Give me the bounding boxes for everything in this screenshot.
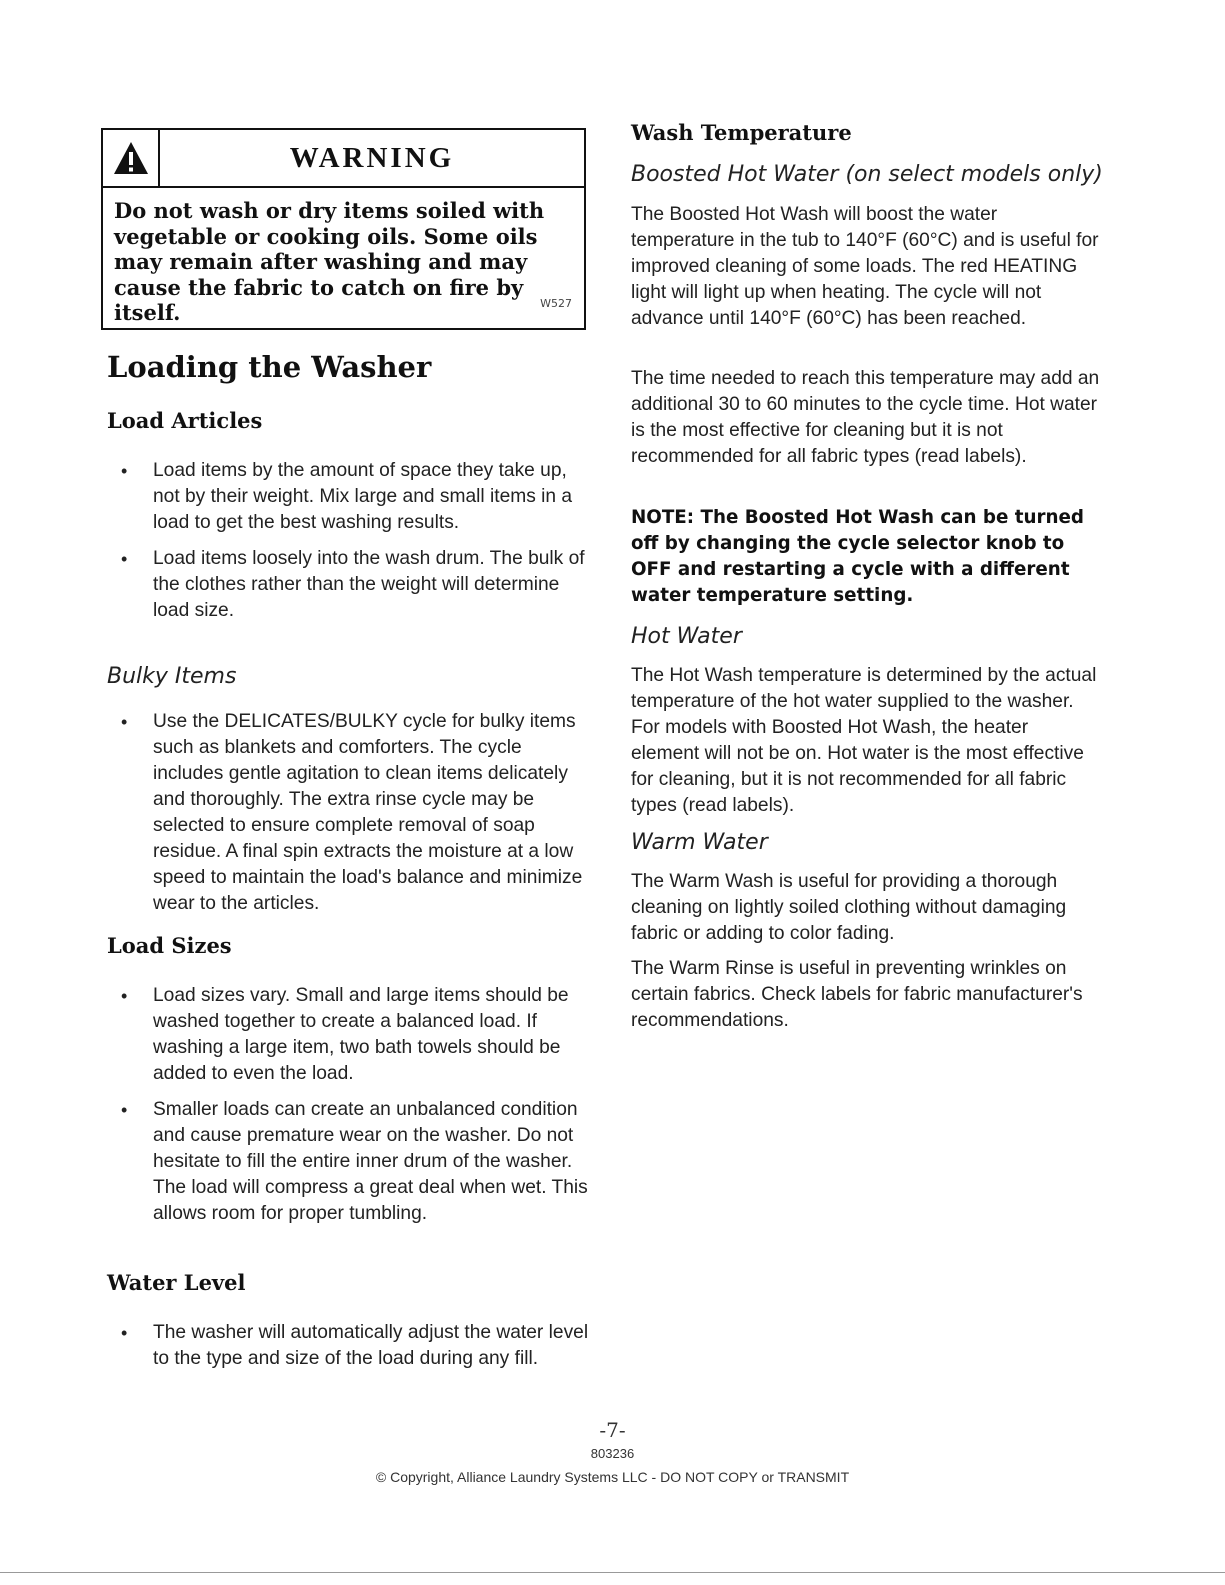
document-number: 803236 <box>590 1446 635 1461</box>
page-number: -7- <box>599 1418 626 1442</box>
heading-hot-water: Hot Water <box>631 624 742 649</box>
list-item: • Load sizes vary. Small and large items should be washed together to create a balanced load. If washing a large item, two bath towels should be added to even the load. <box>103 983 593 1087</box>
warning-icon <box>103 130 160 186</box>
heading-warm-water: Warm Water <box>631 830 768 855</box>
paragraph-hot: The Hot Wash temperature is determined by the actual temperature of the hot water supplied to the washer. For models with Boosted Hot Wash, the heater element will not be on. Hot water is the most effective for cleaning, but it is not recommended for all fabric types (read labels). <box>631 665 1097 816</box>
heading-bulky-items: Bulky Items <box>107 664 237 689</box>
list-item: • Use the DELICATES/BULKY cycle for bulky items such as blankets and comforters. The cycle includes gentle agitation to clean items delicately and thoroughly. The extra rinse cycle may be selected to ensure complete removal of soap residue. A final spin extracts the moisture at a low speed to maintain the load's balance and minimize wear to the articles. <box>103 709 593 917</box>
paragraph-warm-1: The Warm Wash is useful for providing a thorough cleaning on lightly soiled clothing without damaging fabric or adding to color fading. <box>631 871 1067 944</box>
warning-title: WARNING <box>289 141 455 174</box>
list-item: • The washer will automatically adjust the water level to the type and size of the load during any fill. <box>103 1320 593 1372</box>
paragraph-warm-2: The Warm Rinse is useful in preventing wrinkles on certain fabrics. Check labels for fabric manufacturer's recommendations. <box>631 958 1083 1031</box>
heading-wash-temperature: Wash Temperature <box>631 120 852 145</box>
list-water-level <box>103 1320 593 1382</box>
heading-load-articles: Load Articles <box>107 408 263 433</box>
heading-load-sizes: Load Sizes <box>107 933 232 958</box>
paragraph-boosted-1: The Boosted Hot Wash will boost the water temperature in the tub to 140°F (60°C) and is useful for improved cleaning of some loads. The red HEATING light will light up when heating. The cycle will not advance until 140°F (60°C) has been reached. <box>631 204 1099 329</box>
copyright-notice: © Copyright, Alliance Laundry Systems LLC - DO NOT COPY or TRANSMIT <box>375 1469 850 1485</box>
heading-boosted-hot-water: Boosted Hot Water (on select models only) <box>631 162 1103 187</box>
list-load-articles <box>103 458 593 634</box>
list-load-sizes <box>103 983 593 1237</box>
paragraph-boosted-2: The time needed to reach this temperature may add an additional 30 to 60 minutes to the cycle time. Hot water is the most effective for cleaning but it is not recommended for all fabric types (read labels). <box>631 368 1100 467</box>
list-bulky-items <box>103 709 593 927</box>
list-item: • Smaller loads can create an unbalanced condition and cause premature wear on the washer. Do not hesitate to fill the entire inner drum of the washer. The load will compress a great deal when wet. This allows room for proper tumbling. <box>103 1097 593 1227</box>
page-bottom-rule <box>0 1572 1225 1573</box>
note-boosted: NOTE: The Boosted Hot Wash can be turned off by changing the cycle selector knob to OFF and restarting a cycle with a different water temperature setting. <box>631 507 1084 606</box>
section-title-loading: Loading the Washer <box>107 350 432 384</box>
list-item: • Load items by the amount of space they take up, not by their weight. Mix large and small items in a load to get the best washing results. <box>103 458 593 536</box>
warning-header <box>103 130 584 188</box>
heading-water-level: Water Level <box>107 1270 246 1295</box>
warning-text: Do not wash or dry items soiled with vegetable or cooking oils. Some oils may remain after washing and may cause the fabric to catch on fire by itself. <box>114 198 545 325</box>
warning-code: W527 <box>540 297 572 310</box>
list-item: • Load items loosely into the wash drum. The bulk of the clothes rather than the weight will determine load size. <box>103 546 593 624</box>
warning-box <box>101 128 586 330</box>
